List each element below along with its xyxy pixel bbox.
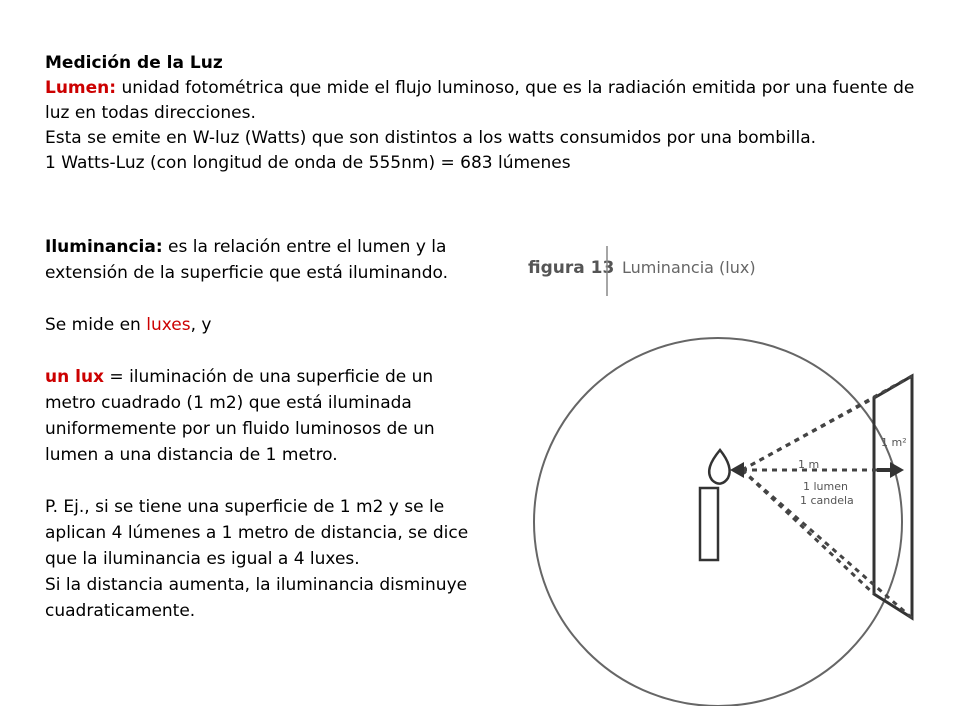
lux-figure <box>520 236 940 706</box>
lumen-section <box>45 51 925 176</box>
figure-label: figura 13 <box>528 258 615 278</box>
iluminancia-term: Iluminancia: <box>45 237 163 257</box>
lumen-paragraph <box>45 76 925 126</box>
area-label: 1 m² <box>881 436 907 449</box>
distance-label: 1 m <box>798 458 820 471</box>
iluminancia-section <box>45 234 485 624</box>
lumen-term: Lumen: <box>45 78 117 98</box>
conversion-line: 1 Watts-Luz (con longitud de onda de 555nm) = 683 lúmenes <box>45 153 571 173</box>
candle-body <box>700 488 718 560</box>
distance-note: Si la distancia aumenta, la iluminancia disminuye cuadraticamente. <box>45 575 468 621</box>
candle-flame <box>709 450 729 484</box>
iluminancia-definition: es la relación entre el lumen y la extensión de la superficie que está iluminando. <box>45 237 448 283</box>
example-paragraph: P. Ej., si se tiene una superficie de 1 m2 y se le aplican 4 lúmenes a 1 metro de distancia, se dice que la iluminancia es igual a 4 luxes. <box>45 497 469 569</box>
measure-unit: luxes <box>146 315 191 335</box>
candela-label: 1 candela <box>800 494 854 507</box>
watts-luz-line: Esta se emite en W-luz (Watts) que son distintos a los watts consumidos por una bombilla. <box>45 128 817 148</box>
lumen-label: 1 lumen <box>803 480 848 493</box>
iluminancia-paragraph <box>45 234 485 286</box>
source-arrow <box>730 462 744 478</box>
page-title: Medición de la Luz <box>45 53 223 73</box>
lux-definition: = iluminación de una superficie de un metro cuadrado (1 m2) que está iluminada uniformemente por un fluido luminosos de un lumen a una distancia de 1 metro. <box>45 367 435 465</box>
measure-line <box>45 312 485 338</box>
measure-suffix: , y <box>190 315 212 335</box>
lux-diagram <box>520 236 940 706</box>
measure-prefix: Se mide en <box>45 315 147 335</box>
lux-term: un lux <box>45 367 105 387</box>
lux-paragraph <box>45 364 485 468</box>
lumen-definition: unidad fotométrica que mide el flujo luminoso, que es la radiación emitida por una fuente de luz en todas direcciones. <box>45 78 915 123</box>
figure-title: Luminancia (lux) <box>622 258 756 277</box>
